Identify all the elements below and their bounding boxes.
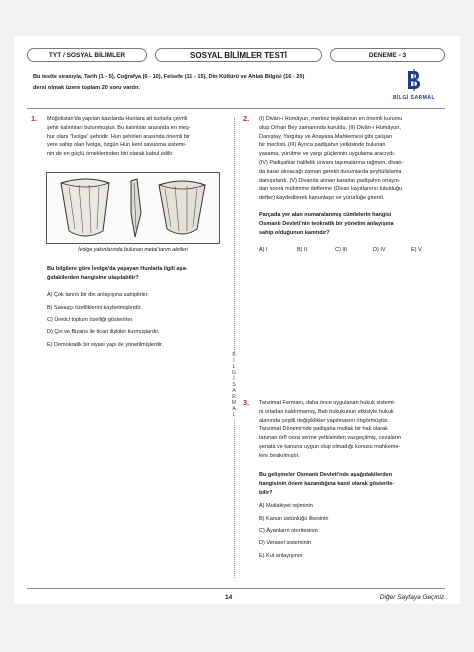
header-divider [27, 108, 445, 109]
stem-line: ğıdakilerden hangisine ulaşılabilir? [47, 274, 139, 281]
passage-line: şehir kalıntıları bulunmuştur. Bu kalıntılar arasında en meş- [47, 124, 191, 131]
option-e[interactable]: E) Demokratik bir siyasi yapı ile yönetilmişlerdir. [47, 341, 164, 348]
stem-line: Bu gelişmeler Osmanlı Devleti'nde aşağıdakilerden [259, 472, 393, 478]
passage-line: (IV) Padişahlar halifelik unvanı taşımalarına rağmen, divan- [259, 159, 404, 166]
option-d[interactable]: D) Veraset sisteminin [259, 540, 311, 547]
option-d[interactable]: D) IV [373, 247, 386, 254]
option-e[interactable]: E) V [411, 247, 422, 254]
question-1-number: 1. [31, 114, 38, 123]
logo-text: BİLGİ SARMAL [392, 95, 436, 101]
option-b[interactable]: B) Kanun üstünlüğü ilkesinin [259, 515, 329, 522]
passage-line: defter) kaydedilerek kanunlaşır ve yürürlüğe girerdi. [259, 195, 385, 202]
question-1-options [47, 289, 163, 351]
passage-line: nin de en güçlü örneklerinden biri olarak kabul edilir. [47, 151, 174, 158]
divider-letter: A [230, 388, 238, 394]
stem-line: hangisinin önem kazandığına kanıt olarak gösterile- [259, 480, 395, 487]
publisher-logo [386, 69, 442, 103]
option-c[interactable]: C) Üretici toplum özelliği gösterirler. [47, 316, 134, 323]
question-1-passage [47, 115, 223, 159]
divider-letter: S [230, 382, 238, 388]
passage-line: Danıştay, Yargıtay ve Anayasa Mahkemesi gibi çalışan [259, 133, 392, 140]
instructions-line-1: Bu testte sırasıyla, Tarih (1 - 5), Coğrafya (6 - 10), Felsefe (11 - 15), Din Kültürü ve Ahlak Bilgisi (16 - 20) [33, 74, 305, 80]
stem-line: Parçada yer alan numaralanmış cümlelerin hangisi [259, 212, 392, 218]
question-3-number: 3. [243, 398, 250, 407]
passage-line: şeriata ve kanuna uygun olup olmadığı konusu mahkeme- [259, 443, 401, 450]
passage-line: Tanzimat Fermanı, daha önce uygulanan hukuk sistemi- [259, 400, 396, 406]
divider-letter: İ [230, 358, 238, 364]
option-a[interactable]: A) Mutlakiyet rejiminin [259, 503, 313, 510]
stem-line: Bu bilgilere göre İvolga'da yaşayan Hunlarla ilgili aşa- [47, 266, 188, 272]
passage-line: olup Orhan Bey zamanında kuruldu. (II) Divân-ı Hümâyun, [259, 124, 401, 131]
passage-line: da karar alınacağı zaman gerekli durumlarda şeyhülislama [259, 168, 402, 175]
passage-line: Moğolistan'da yapılan kazılarda Hunlara ait surlarla çevrili [47, 116, 188, 122]
divider-letter: A [230, 406, 238, 412]
divider-letter: L [230, 364, 238, 370]
passage-line: yere sahip olan İvolga, özgün Hun kent savunma sistemi- [47, 142, 187, 149]
divider-letter: B [230, 352, 238, 358]
divider-letter: G [230, 370, 238, 376]
question-3-stem [259, 471, 441, 497]
test-instructions [33, 72, 383, 94]
option-c[interactable]: C) Âyanların otoritesinin [259, 527, 318, 534]
divider-letter: R [230, 394, 238, 400]
header-test-title: SOSYAL BİLİMLER TESTİ [155, 48, 322, 62]
option-c[interactable]: C) III [335, 247, 347, 254]
option-e[interactable]: E) Kut anlayışının [259, 552, 303, 559]
option-a[interactable]: A) I [259, 247, 268, 254]
option-d[interactable]: D) Çin ve Bizans ile ticari ilişkiler kurmuşlardır. [47, 329, 160, 336]
divider-letter: M [231, 400, 237, 406]
passage-line: ni ortadan kaldırmamış, Batı hukukunun etkisiyle hukuk [259, 408, 394, 415]
passage-line: hur olanı "İvolga" şehridir. Hun şehirleri arasında önemli bir [47, 133, 191, 140]
instructions-line-2: dersi olmak üzere toplam 20 soru vardır. [33, 85, 140, 92]
figure-caption: İvolga yakınlarında bulunan metal tarım aletleri [78, 247, 188, 253]
logo-mark-icon [403, 69, 425, 91]
tools-illustration [46, 172, 220, 244]
question-1-stem [47, 265, 227, 283]
passage-line: bir meclisti. (III) Ayrıca padişahın yetkisinde bulunan [259, 142, 386, 149]
question-3-options [259, 500, 328, 562]
question-2-stem [259, 211, 441, 237]
column-divider [234, 118, 235, 578]
question-2-passage [259, 115, 439, 203]
passage-line: tanınan örfî ceza verme yetkisinden vazgeçilmiş, cezaların [259, 435, 402, 442]
passage-line: Tanzimat Dönemi'nde padişaha mutlak bir hak olarak [259, 426, 388, 433]
header-subject: TYT / SOSYAL BİLİMLER [27, 48, 147, 62]
option-b[interactable]: B) II [297, 247, 308, 254]
passage-line: lere bırakılmıştır. [259, 452, 300, 459]
stem-line: Osmanlı Devleti'nin teokratik bir yönetim anlayışına [259, 220, 394, 227]
divider-letter: L [230, 412, 238, 418]
page-number: 14 [225, 594, 233, 601]
passage-line: danışırlardı. (V) Divanda alınan kararlar padişahın onayın- [259, 177, 401, 184]
divider-letter: İ [230, 376, 238, 382]
passage-line: alanında çeşitli değişiklikler yapılmasını öngörmüştür. [259, 417, 389, 424]
header-exam-number: DENEME - 3 [330, 48, 445, 62]
next-page-note: Diğer Sayfaya Geçiniz. [379, 594, 446, 601]
stem-line: bilir? [259, 489, 273, 496]
option-a[interactable]: A) Çok tanrılı bir din anlayışına sahiptirler. [47, 292, 149, 299]
stem-line: sahip olduğunun kanıtıdır? [259, 229, 330, 236]
passage-line: dan sonra mühimme defterine (Divan kayıtlarının tutulduğu [259, 186, 403, 193]
passage-line: yasama, yürütme ve yargı güçlerinin uygulama aracıydı. [259, 151, 396, 158]
passage-line: (I) Divân-ı Hümâyun, merkez teşkilatının en önemli kurumu [259, 116, 403, 122]
question-3-passage [259, 399, 439, 461]
question-2-options [259, 244, 449, 256]
option-b[interactable]: B) Savaşçı özelliklerini kaybetmişlerdir. [47, 304, 142, 311]
question-2-number: 2. [243, 114, 250, 123]
footer-divider [27, 588, 445, 589]
